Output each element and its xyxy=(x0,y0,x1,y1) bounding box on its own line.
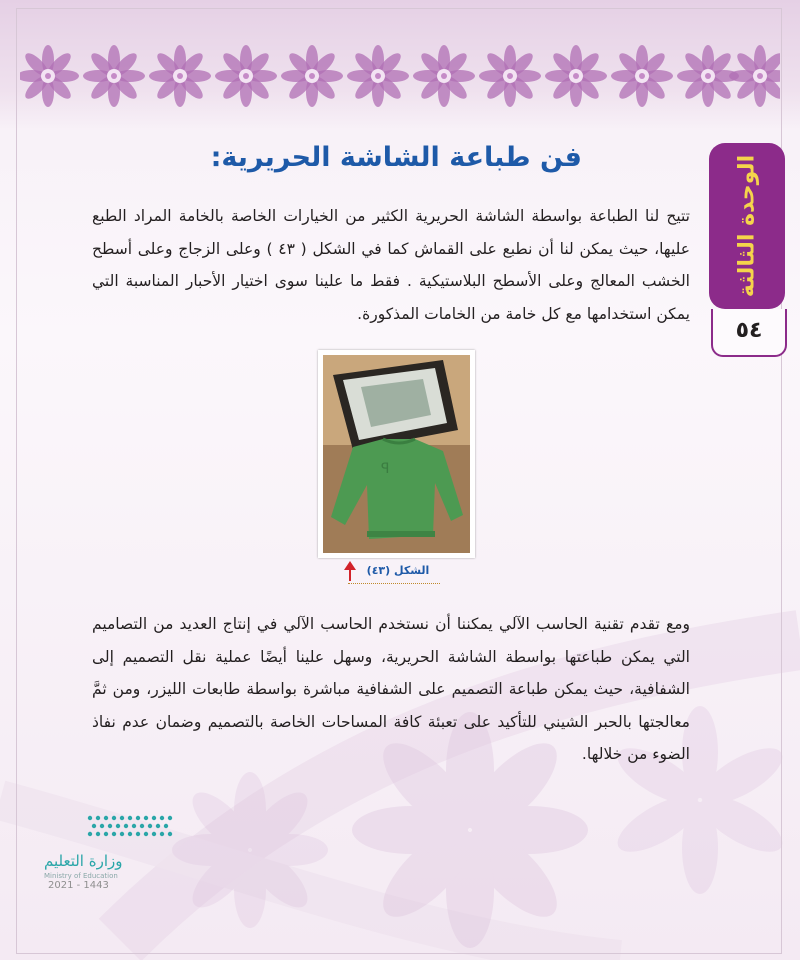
svg-text:ꟼ: ꟼ xyxy=(381,461,390,477)
ministry-name: وزارة التعليم xyxy=(44,852,123,870)
figure-caption: الشكل (٤٣) xyxy=(366,564,430,577)
edition-code: 2021 - 1443 xyxy=(48,880,109,891)
figure-photo xyxy=(318,350,475,558)
caption-underline xyxy=(348,583,440,584)
paragraph-1: تتيح لنا الطباعة بواسطة الشاشة الحريرية الكثير من الخيارات الخاصة بالخامة المراد الطبع عليها، حيث يمكن لنا أن نطبع على القماش كما في الشكل ( ٤٣ ) وعلى الزجاج وعلى أسطح الخشب المعالج وعلى الأسطح البلاستيكية . فقط ما علينا سوى اختيار الأحبار المناسبة التي يمكن استخدامها مع كل خامة من الخامات المذكورة. xyxy=(92,207,690,323)
ministry-subtitle: Ministry of Education xyxy=(44,872,118,880)
unit-side-tab xyxy=(709,143,785,309)
page-title: فن طباعة الشاشة الحريرية: xyxy=(210,142,582,173)
paragraph-2: ومع تقدم تقنية الحاسب الآلي يمكننا أن نستخدم الحاسب الآلي في إنتاج العديد من التصاميم التي يمكن طباعتها بواسطة الشاشة الحريرية، وسهل علينا أيضًا عملية نقل التصميم إلى الشفافية، حيث يمكن طباعة التصميم على الشفافية مباشرة بواسطة طابعات الليزر، ومن ثمَّ معالجتها بالحبر الشيني للتأكيد على تعبئة كافة المساحات الخاصة بالتصميم وضمان عدم نفاذ الضوء من خلالها. xyxy=(92,615,690,763)
caption-pointer-icon xyxy=(344,561,356,581)
page-number: ٥٤ xyxy=(711,309,787,357)
green-shirt-print-photo xyxy=(323,355,470,553)
unit-label: الوحدة الثالثة xyxy=(734,154,760,298)
